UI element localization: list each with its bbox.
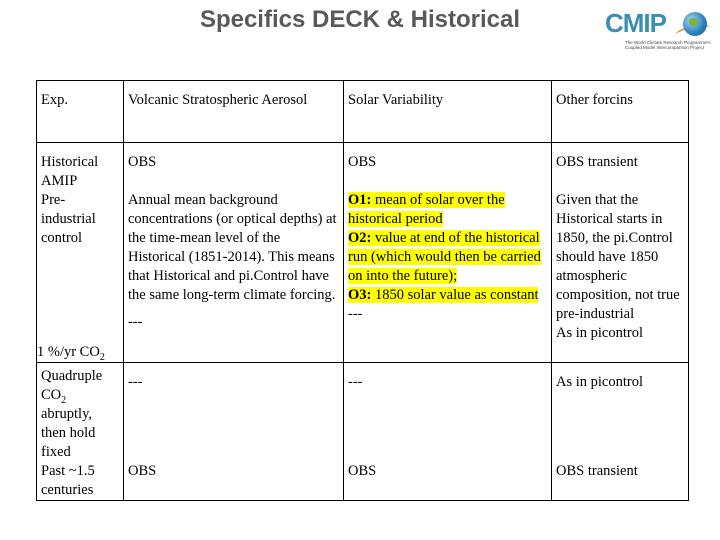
volcanic-past: OBS xyxy=(124,462,344,501)
table-header-row xyxy=(37,81,689,143)
table-row-historical xyxy=(37,143,689,363)
exp-quadruple: Quadruple $CO_2$ abruptly, then hold fixed xyxy=(37,363,124,463)
header-volcanic: Volcanic Stratospheric Aerosol xyxy=(124,81,344,143)
other-detail: Given that the Historical starts in 1850, the pi.Control should have 1850 atmospheric composition, not true pre-industrial xyxy=(556,192,680,322)
solar-o3-label: O3: xyxy=(348,287,372,303)
page-title: Specifics DECK & Historical xyxy=(199,6,521,33)
other-past: OBS transient xyxy=(552,462,689,501)
exp-historical: Historical xyxy=(41,154,99,170)
other-obs: OBS transient xyxy=(556,154,638,170)
header-other: Other forcins xyxy=(552,81,689,143)
solar-options xyxy=(348,191,547,305)
logo-text: CMIP xyxy=(605,8,666,38)
exp-preindustrial: Pre-industrial control xyxy=(41,192,96,246)
solar-o3-text: 1850 solar value as constant xyxy=(371,287,539,303)
logo-subtext: The World Climate Research Programme's Coupled Model Intercomparison Project xyxy=(625,40,711,50)
solar-cell-historical xyxy=(344,143,552,363)
solar-past: OBS xyxy=(344,462,552,501)
solar-o1-text: mean of solar over the historical period xyxy=(348,192,505,227)
volcanic-quadruple: --- xyxy=(124,363,344,463)
cmip-logo xyxy=(605,6,713,52)
solar-o2-text: value at end of the historical run (which would then be carried on into the future); xyxy=(348,230,541,284)
solar-last: --- xyxy=(348,306,363,322)
volcanic-cell-historical xyxy=(124,143,344,363)
exp-amip: AMIP xyxy=(41,173,78,189)
other-quadruple: As in picontrol xyxy=(552,363,689,463)
other-last: As in picontrol xyxy=(556,325,643,341)
other-cell-historical xyxy=(552,143,689,363)
solar-o1-label: O1: xyxy=(348,192,372,208)
volcanic-last: --- xyxy=(128,314,143,330)
solar-obs: OBS xyxy=(348,154,377,170)
header-exp: Exp. xyxy=(37,81,124,143)
table-row-quadruple xyxy=(37,363,689,463)
header-solar: Solar Variability xyxy=(344,81,552,143)
globe-land-icon xyxy=(689,18,698,26)
solar-quadruple: --- xyxy=(344,363,552,463)
table-row-past xyxy=(37,462,689,501)
solar-o2-label: O2: xyxy=(348,230,372,246)
exp-past: Past ~1.5 centuries xyxy=(37,462,124,501)
forcing-table xyxy=(36,80,689,501)
volcanic-detail: Annual mean background concentrations (or optical depths) at the time-mean level of the Historical (1851-2014). This means that Historical and pi.Control have the same long-term climate forcing. xyxy=(128,192,337,303)
volcanic-obs: OBS xyxy=(128,154,157,170)
exp-1pct-co2: 1 %/yr $CO_2$ xyxy=(37,344,105,363)
exp-cell-historical xyxy=(37,143,124,363)
